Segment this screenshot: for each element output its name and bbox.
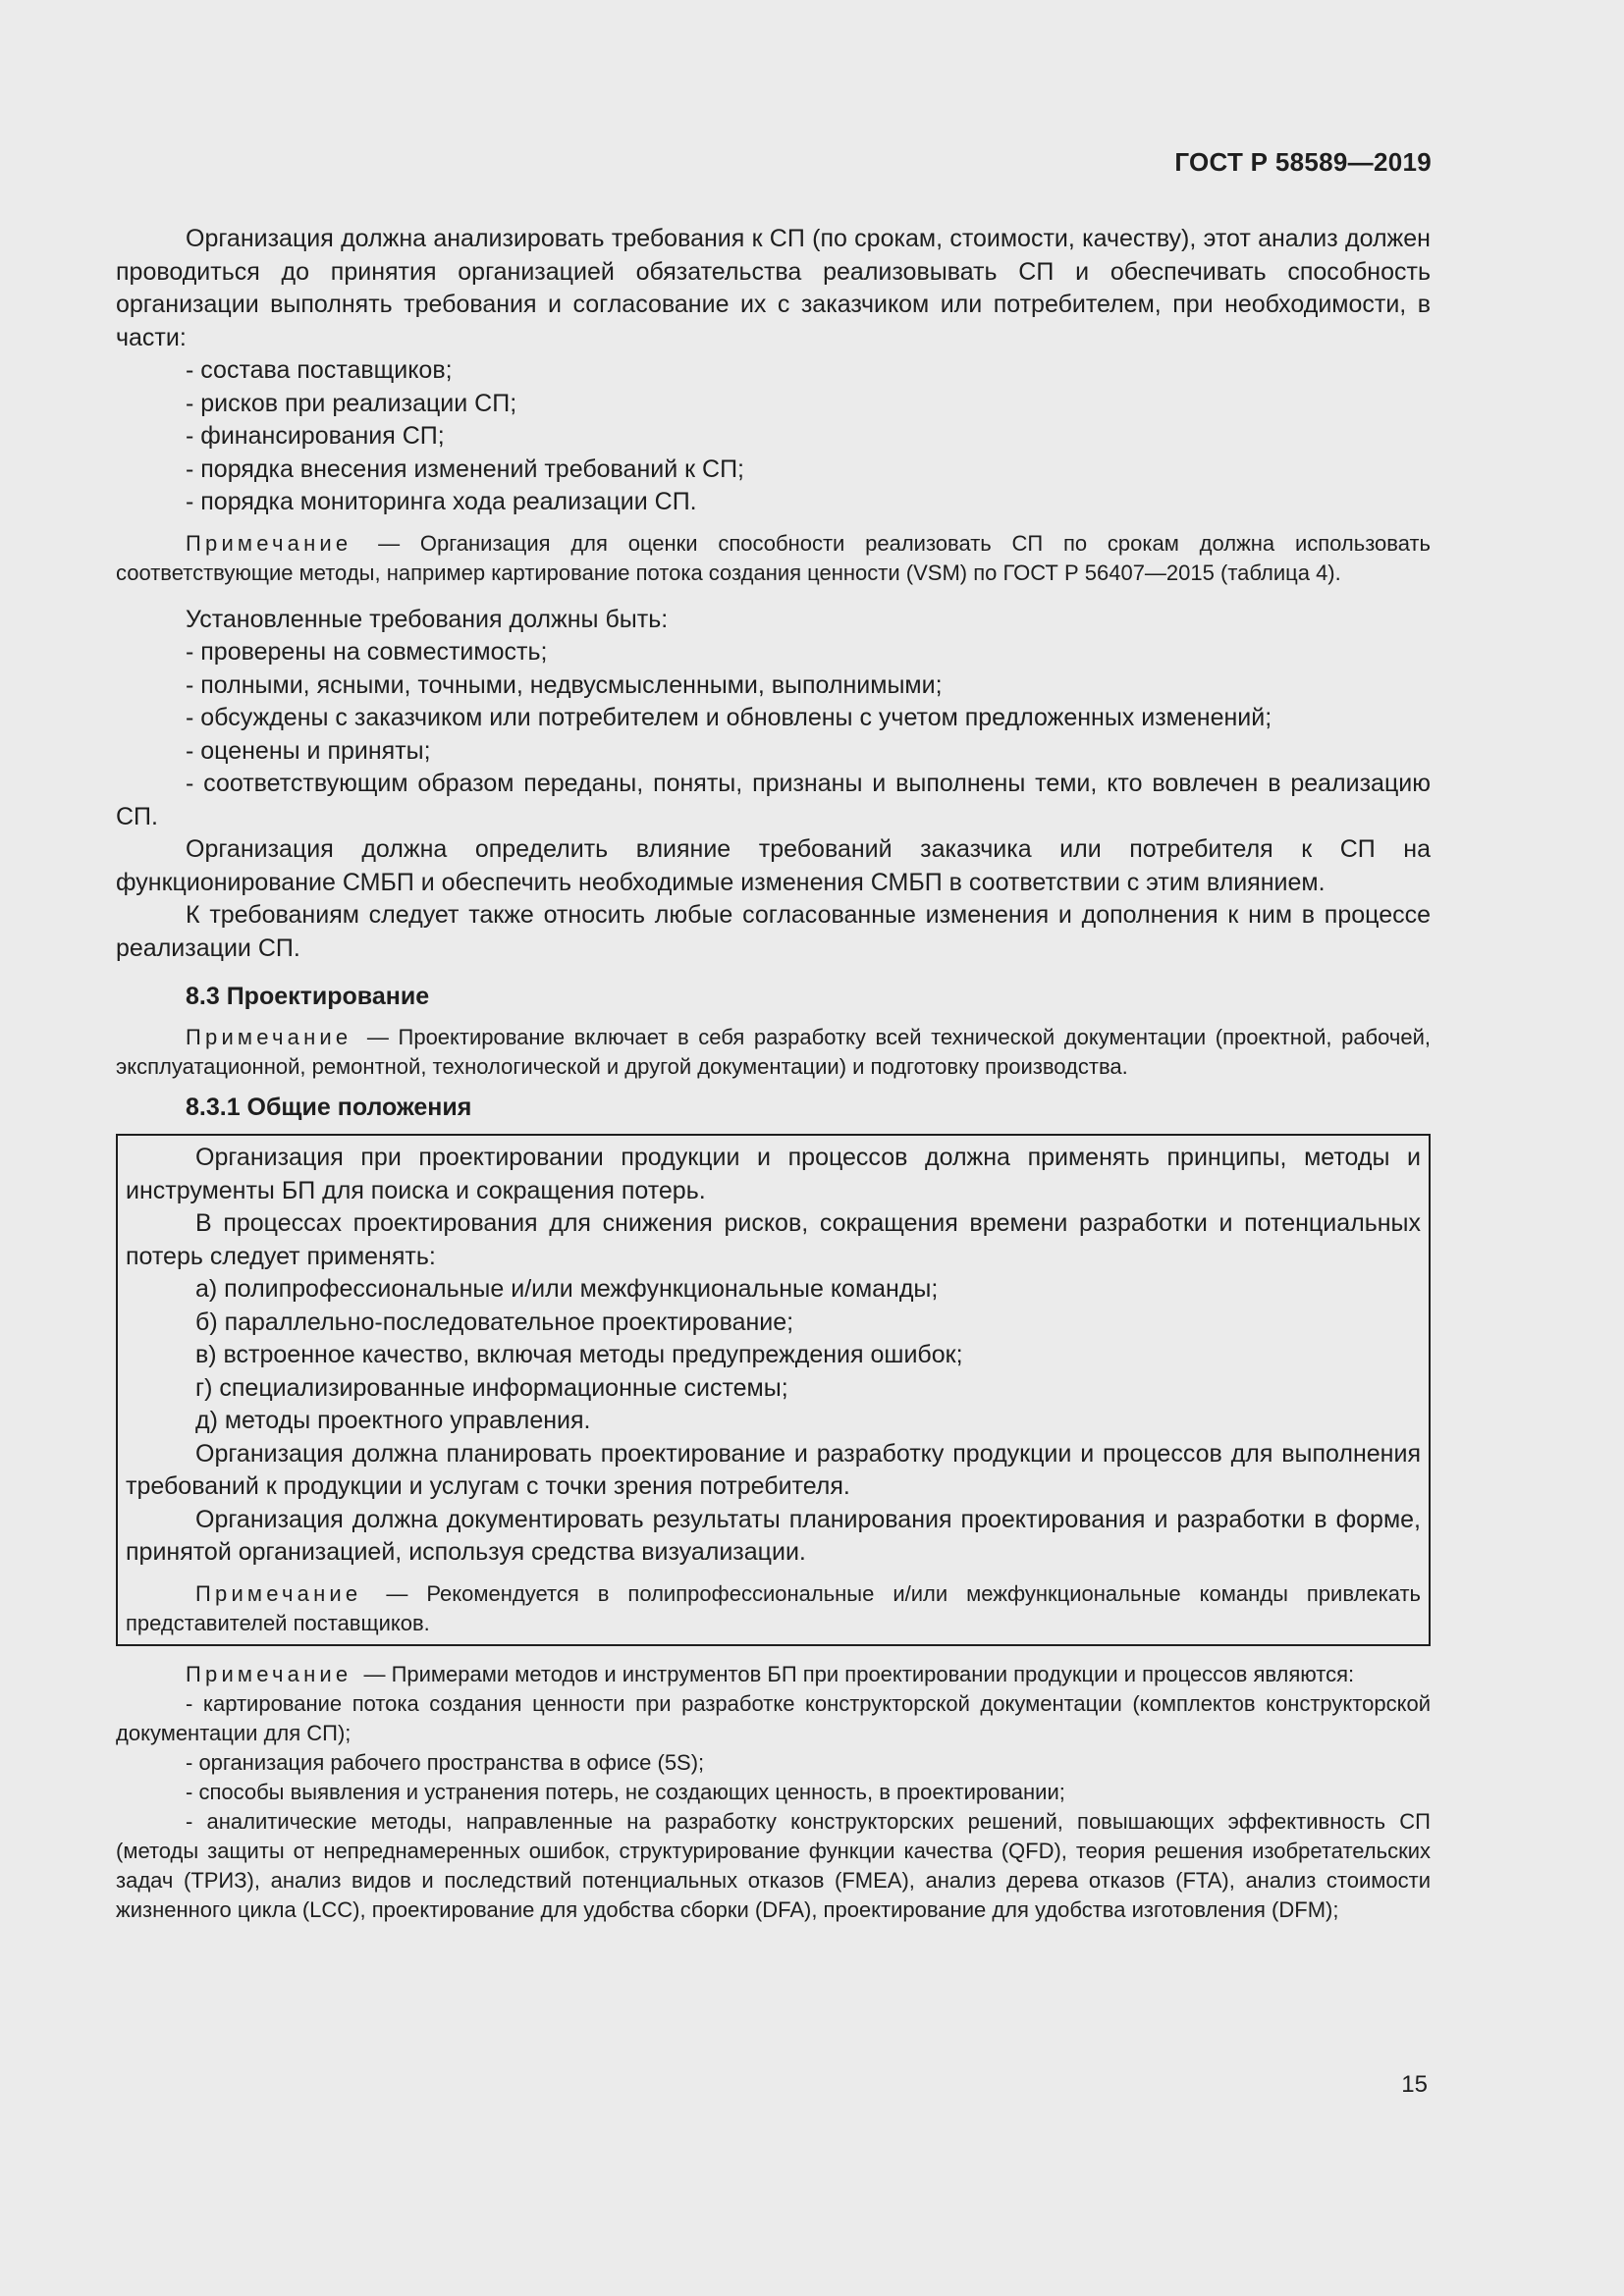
list-item: - порядка мониторинга хода реализации СП. — [186, 488, 697, 515]
list-item: - оценены и приняты; — [186, 736, 431, 765]
note-list-item: - способы выявления и устранения потерь, не создающих ценность, в проектировании; — [186, 1779, 1065, 1804]
page-content — [116, 223, 1431, 1925]
list-item: - соответствующим образом переданы, поняты, признаны и выполнены теми, кто вовлечен в реализацию СП. — [116, 770, 1431, 830]
note-label: Примечание — [195, 1580, 362, 1606]
list-item: - обсуждены с заказчиком или потребителем и обновлены с учетом предложенных изменений; — [186, 704, 1272, 731]
note-list-item: - организация рабочего пространства в офисе (5S); — [186, 1749, 705, 1775]
document-code: ГОСТ Р 58589—2019 — [1174, 147, 1432, 177]
box-paragraph: Организация должна документировать результаты планирования проектирования и разработки в форме, принятой организацией, используя средства визуализации. — [126, 1505, 1421, 1566]
changes-paragraph: К требованиям следует также относить любые согласованные изменения и дополнения к ним в процессе реализации СП. — [116, 901, 1431, 962]
enum-item: г) специализированные информационные системы; — [195, 1373, 788, 1402]
note-text: — Организация для оценки способности реализовать СП по срокам должна использовать соответствующие методы, например картирование потока создания ценности (VSM) по ГОСТ Р 56407—2015 (таблица 4). — [116, 530, 1431, 585]
list-item: - состава поставщиков; — [186, 356, 453, 384]
list-item: - порядка внесения изменений требований к СП; — [186, 454, 744, 483]
established-requirements-intro: Установленные требования должны быть: — [186, 605, 669, 633]
note-vsm — [116, 529, 1431, 588]
list-item: - проверены на совместимость; — [186, 638, 548, 666]
box-note — [126, 1579, 1421, 1638]
box-paragraph: Организация при проектировании продукции и процессов должна применять принципы, методы и инструменты БП для поиска и сокращения потерь. — [126, 1144, 1421, 1204]
note-text: — Рекомендуется в полипрофессиональные и/или межфункциональные команды привлекать представителей поставщиков. — [126, 1580, 1421, 1635]
enum-item: д) методы проектного управления. — [195, 1407, 591, 1434]
list-item: - полными, ясными, точными, недвусмысленными, выполнимыми; — [186, 670, 943, 699]
box-paragraph: В процессах проектирования для снижения рисков, сокращения времени разработки и потенциальных потерь следует применять: — [126, 1209, 1421, 1270]
note-text: — Проектирование включает в себя разработку всей технической документации (проектной, рабочей, эксплуатационной, ремонтной, технологической и другой документации) и подготовку производства. — [116, 1025, 1431, 1079]
influence-paragraph: Организация должна определить влияние требований заказчика или потребителя к СП на функционирование СМБП и обеспечить необходимые изменения СМБП в соответствии с этим влиянием. — [116, 835, 1431, 896]
framed-requirements-box — [116, 1134, 1431, 1646]
list-item: - финансирования СП; — [186, 422, 445, 450]
note-label: Примечание — [186, 1025, 352, 1049]
note-label: Примечание — [186, 1661, 352, 1686]
note-design — [116, 1023, 1431, 1082]
page-number: 15 — [1401, 2071, 1428, 2098]
list-item: - рисков при реализации СП; — [186, 389, 517, 417]
note-examples — [116, 1660, 1431, 1689]
note-list-item: - аналитические методы, направленные на разработку конструкторских решений, повышающих эффективность СП (методы защиты от непреднамеренных ошибок, структурирование функции качества (QFD), теория решения изобретательских задач (ТРИЗ), анализ видов и последствий потенциальных отказов (FMEA), анализ дерева отказов (FTA), анализ стоимости жизненного цикла (LCC), проектирование для удобства сборки (DFA), проектирование для удобства изготовления (DFM); — [116, 1808, 1431, 1922]
note-text: — Примерами методов и инструментов БП при проектировании продукции и процессов являются: — [357, 1661, 1355, 1686]
enum-item: б) параллельно-последовательное проектирование; — [195, 1308, 794, 1336]
section-heading-8-3-1: 8.3.1 Общие положения — [186, 1094, 472, 1121]
box-paragraph: Организация должна планировать проектирование и разработку продукции и процессов для выполнения требований к продукции и услугам с точки зрения потребителя. — [126, 1439, 1421, 1500]
enum-item: в) встроенное качество, включая методы предупреждения ошибок; — [195, 1341, 963, 1368]
requirements-analysis-paragraph: Организация должна анализировать требования к СП (по срокам, стоимости, качеству), этот анализ должен проводиться до принятия организацией обязательства реализовывать СП и обеспечивать способность организации выполнять требования и согласование их с заказчиком или потребителем, при необходимости, в части: — [116, 225, 1431, 351]
section-heading-8-3: 8.3 Проектирование — [186, 983, 430, 1010]
note-label: Примечание — [186, 530, 352, 556]
note-list-item: - картирование потока создания ценности при разработке конструкторской документации (комплектов конструкторской документации для СП); — [116, 1690, 1431, 1745]
enum-item: а) полипрофессиональные и/или межфункциональные команды; — [195, 1275, 939, 1303]
